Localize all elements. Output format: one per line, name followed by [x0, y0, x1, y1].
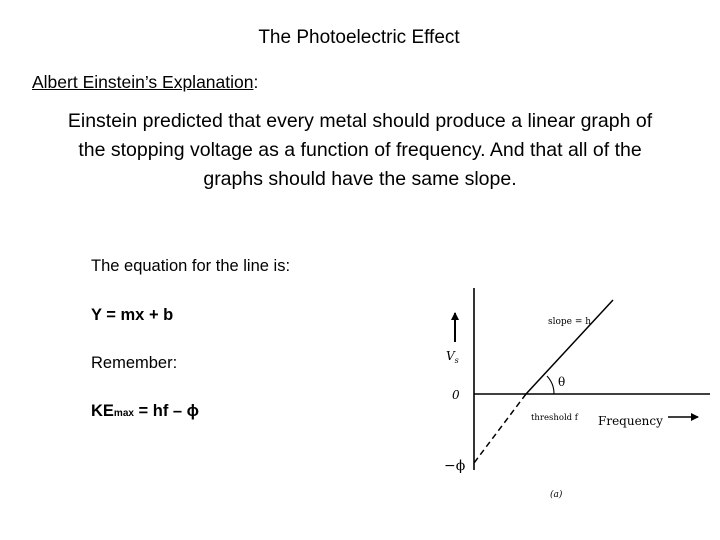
- origin-label: 0: [452, 388, 460, 402]
- body-paragraph: [14, 107, 706, 194]
- body-line-3: graphs should have the same slope.: [203, 168, 517, 190]
- vs-subscript: s: [454, 356, 459, 365]
- extrapolation-line: [474, 394, 526, 463]
- vs-label: [446, 349, 459, 365]
- figure-caption: (a): [550, 490, 563, 500]
- theta-label: θ: [558, 375, 566, 389]
- frequency-label: Frequency: [598, 414, 663, 428]
- kinetic-energy-equation: [91, 402, 199, 421]
- remember-label: Remember:: [91, 354, 178, 372]
- threshold-label: threshold f: [531, 413, 578, 423]
- theta-arc: [547, 376, 554, 394]
- ke-prefix: KE: [91, 402, 114, 420]
- subtitle-text: Albert Einstein’s Explanation: [32, 72, 254, 92]
- equation-intro: The equation for the line is:: [91, 257, 291, 275]
- stopping-voltage-figure: [430, 282, 710, 507]
- slide-title: The Photoelectric Effect: [258, 27, 460, 48]
- ke-rest: = hf – ϕ: [133, 402, 200, 420]
- subtitle-colon: :: [253, 72, 259, 92]
- body-line-1: Einstein predicted that every metal should produce a linear graph of: [67, 110, 653, 132]
- slope-line: [526, 300, 613, 394]
- line-equation: Y = mx + b: [91, 306, 174, 324]
- intercept-label: −ϕ: [444, 458, 466, 474]
- vs-letter: V: [446, 349, 455, 363]
- body-line-2: the stopping voltage as a function of frequency. And that all of the: [78, 139, 642, 161]
- ke-subscript: max: [113, 408, 134, 419]
- subtitle: [32, 72, 258, 93]
- slope-label: slope = h: [548, 317, 592, 327]
